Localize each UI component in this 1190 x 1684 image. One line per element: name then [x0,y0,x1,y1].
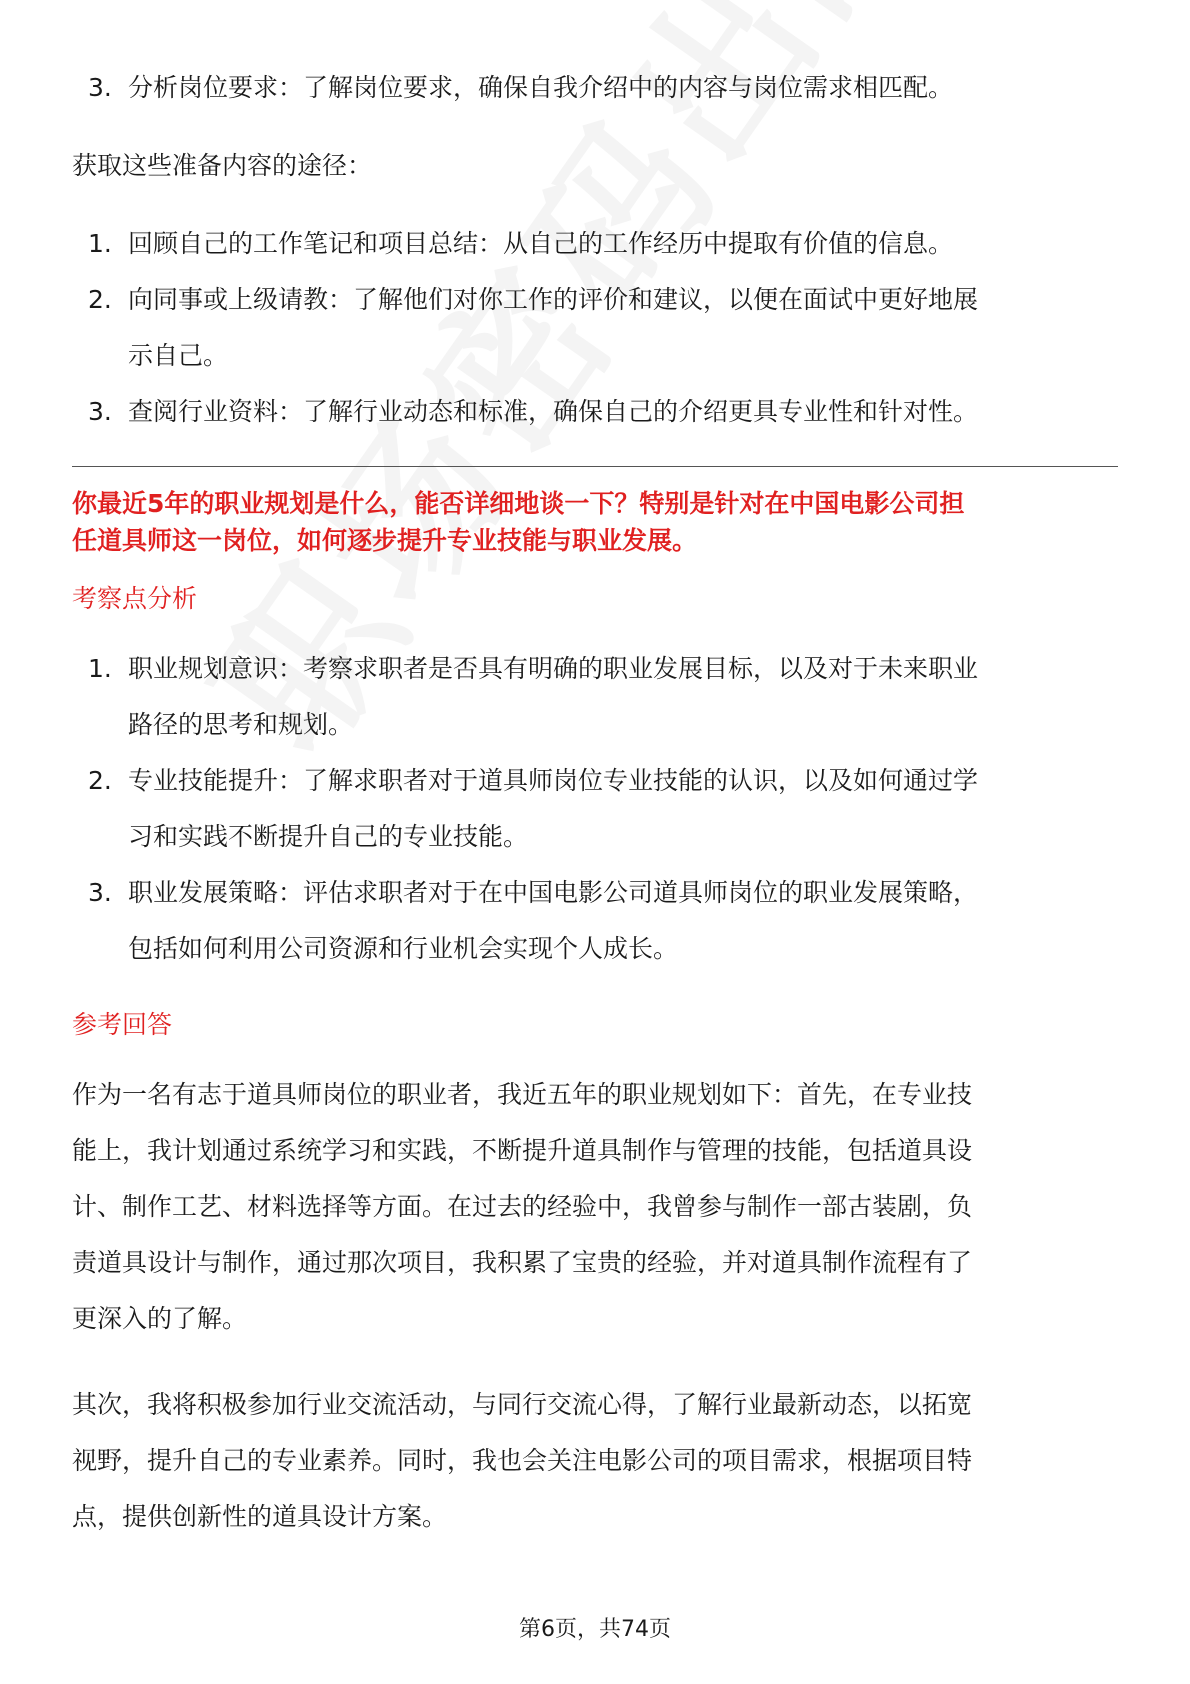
top-list [72,60,1118,116]
prep-list [72,216,1118,440]
list-text: 路径的思考和规划。 [128,710,354,739]
paragraph-line: 点，提供创新性的道具设计方案。 [72,1502,448,1531]
list-number: 3. [88,397,112,426]
list-number: 2. [88,285,112,314]
list-item [72,641,1118,753]
question-line: 任道具师这一岗位，如何逐步提升专业技能与职业发展。 [72,526,698,555]
paragraph-line: 计、制作工艺、材料选择等方面。在过去的经验中，我曾参与制作一部古装剧，负 [72,1192,973,1221]
paragraph-line: 更深入的了解。 [72,1304,248,1333]
paragraph-line: 能上，我计划通过系统学习和实践，不断提升道具制作与管理的技能，包括道具设 [72,1136,973,1165]
list-number: 1. [88,229,112,258]
list-text: 回顾自己的工作笔记和项目总结：从自己的工作经历中提取有价值的信息。 [128,229,954,258]
list-text: 分析岗位要求：了解岗位要求，确保自我介绍中的内容与岗位需求相匹配。 [128,73,954,102]
answer-title: 参考回答 [72,1010,173,1039]
analysis-list [72,641,1118,977]
section-divider [72,466,1118,467]
list-item [72,216,1118,272]
list-number: 1. [88,654,112,683]
list-item [72,865,1118,977]
list-text: 职业发展策略：评估求职者对于在中国电影公司道具师岗位的职业发展策略， [128,878,979,907]
paragraph-line: 视野，提升自己的专业素养。同时，我也会关注电影公司的项目需求，根据项目特 [72,1446,973,1475]
list-text: 向同事或上级请教：了解他们对你工作的评价和建议，以便在面试中更好地展 [128,285,979,314]
list-number: 3. [88,878,112,907]
list-item [72,384,1118,440]
paragraph-line: 责道具设计与制作，通过那次项目，我积累了宝贵的经验，并对道具制作流程有了 [72,1248,973,1277]
list-item [72,753,1118,865]
answer-paragraph [72,1377,1118,1545]
page-number: 第6页，共74页 [519,1617,671,1642]
list-text: 包括如何利用公司资源和行业机会实现个人成长。 [128,934,679,963]
list-text: 专业技能提升：了解求职者对于道具师岗位专业技能的认识，以及如何通过学 [128,766,979,795]
analysis-title: 考察点分析 [72,584,198,613]
list-text: 查阅行业资料：了解行业动态和标准，确保自己的介绍更具专业性和针对性。 [128,397,979,426]
list-text: 职业规划意识：考察求职者是否具有明确的职业发展目标，以及对于未来职业 [128,654,979,683]
content [72,60,1118,1545]
list-item [72,272,1118,384]
list-item [72,60,1118,116]
paragraph-line: 作为一名有志于道具师岗位的职业者，我近五年的职业规划如下：首先，在专业技 [72,1080,973,1109]
question-line: 你最近5年的职业规划是什么，能否详细地谈一下？特别是针对在中国电影公司担 [72,489,965,518]
list-number: 2. [88,766,112,795]
prep-heading: 获取这些准备内容的途径： [72,151,373,180]
answer-paragraph [72,1067,1118,1347]
list-text: 习和实践不断提升自己的专业技能。 [128,822,529,851]
paragraph-line: 其次，我将积极参加行业交流活动，与同行交流心得，了解行业最新动态，以拓宽 [72,1390,973,1419]
interview-question [72,485,1118,559]
list-number: 3. [88,73,112,102]
list-text: 示自己。 [128,341,229,370]
